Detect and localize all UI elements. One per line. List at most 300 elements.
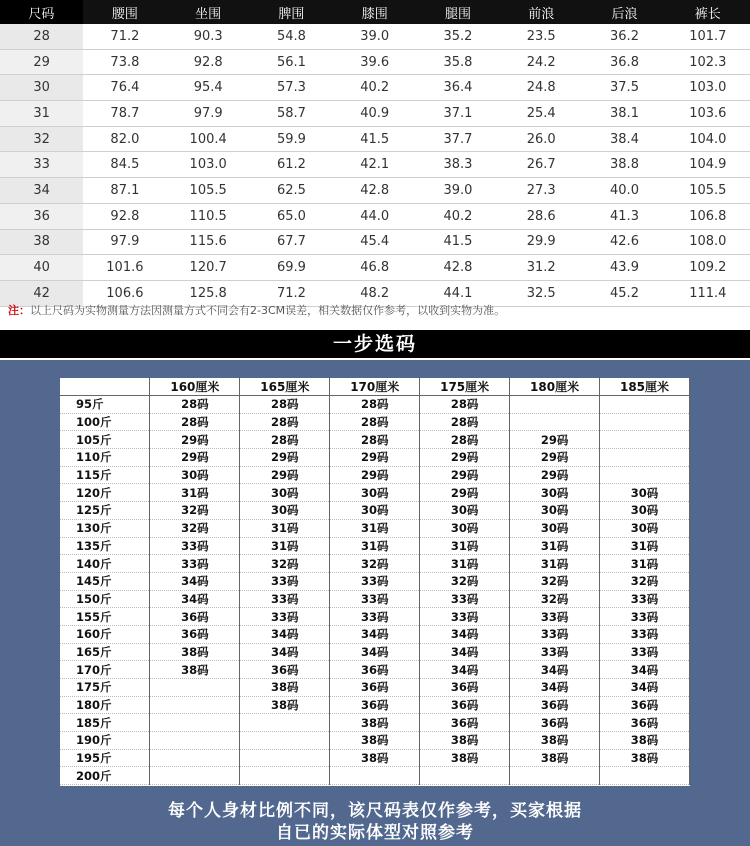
size-recommendation bbox=[150, 732, 240, 750]
size-recommendation bbox=[420, 767, 510, 785]
weight-label: 165斤 bbox=[60, 643, 150, 661]
size-recommendation bbox=[600, 396, 690, 414]
measurement-cell: 43.9 bbox=[583, 255, 666, 281]
size-recommendation: 38码 bbox=[240, 679, 330, 697]
measurement-cell: 38.3 bbox=[416, 152, 499, 178]
measurement-cell: 35.2 bbox=[416, 24, 499, 49]
size-cell: 36 bbox=[0, 203, 83, 229]
size-recommendation: 28码 bbox=[330, 413, 420, 431]
size-recommendation: 36码 bbox=[600, 696, 690, 714]
measurement-cell: 41.3 bbox=[583, 203, 666, 229]
size-cell: 32 bbox=[0, 126, 83, 152]
measurement-cell: 57.3 bbox=[250, 75, 333, 101]
measurement-cell: 92.8 bbox=[167, 49, 250, 75]
measurement-cell: 90.3 bbox=[167, 24, 250, 49]
measurement-cell: 41.5 bbox=[333, 126, 416, 152]
size-recommendation bbox=[150, 696, 240, 714]
weight-label: 140斤 bbox=[60, 555, 150, 573]
size-recommendation: 36码 bbox=[330, 661, 420, 679]
measurement-cell: 29.9 bbox=[500, 229, 583, 255]
weight-label: 110斤 bbox=[60, 449, 150, 467]
measurement-cell: 61.2 bbox=[250, 152, 333, 178]
weight-row bbox=[60, 696, 690, 714]
size-recommendation: 33码 bbox=[330, 572, 420, 590]
size-cell: 33 bbox=[0, 152, 83, 178]
measurement-row bbox=[0, 126, 750, 152]
size-recommendation: 28码 bbox=[240, 431, 330, 449]
weight-label: 120斤 bbox=[60, 484, 150, 502]
column-header: 前浪 bbox=[500, 0, 583, 24]
size-recommendation bbox=[150, 679, 240, 697]
weight-row bbox=[60, 643, 690, 661]
measurement-cell: 44.1 bbox=[416, 280, 499, 306]
size-recommendation: 29码 bbox=[240, 449, 330, 467]
column-header: 裤长 bbox=[666, 0, 749, 24]
size-recommendation: 34码 bbox=[240, 625, 330, 643]
size-recommendation bbox=[510, 396, 600, 414]
measurement-cell: 104.0 bbox=[666, 126, 749, 152]
measurement-cell: 45.2 bbox=[583, 280, 666, 306]
size-recommendation: 36码 bbox=[150, 625, 240, 643]
height-header: 170厘米 bbox=[330, 378, 420, 396]
size-recommendation bbox=[600, 431, 690, 449]
size-picker-grid bbox=[60, 378, 690, 786]
weight-label: 125斤 bbox=[60, 502, 150, 520]
size-recommendation: 36码 bbox=[330, 679, 420, 697]
measurement-cell: 67.7 bbox=[250, 229, 333, 255]
size-recommendation: 30码 bbox=[600, 502, 690, 520]
note-prefix: 注： bbox=[8, 304, 30, 317]
size-recommendation: 32码 bbox=[510, 572, 600, 590]
measurement-cell: 104.9 bbox=[666, 152, 749, 178]
measurement-cell: 38.8 bbox=[583, 152, 666, 178]
size-recommendation: 30码 bbox=[600, 519, 690, 537]
size-recommendation: 38码 bbox=[240, 696, 330, 714]
size-recommendation: 34码 bbox=[330, 625, 420, 643]
size-recommendation: 36码 bbox=[420, 696, 510, 714]
footer-line-2: 自已的实际体型对照参考 bbox=[276, 823, 474, 843]
measurement-cell: 76.4 bbox=[83, 75, 166, 101]
weight-label: 130斤 bbox=[60, 519, 150, 537]
measurement-cell: 105.5 bbox=[666, 178, 749, 204]
size-recommendation: 33码 bbox=[240, 590, 330, 608]
measurement-cell: 102.3 bbox=[666, 49, 749, 75]
measurement-cell: 73.8 bbox=[83, 49, 166, 75]
size-recommendation: 34码 bbox=[420, 643, 510, 661]
measurement-cell: 82.0 bbox=[83, 126, 166, 152]
size-recommendation: 31码 bbox=[420, 555, 510, 573]
size-recommendation: 33码 bbox=[240, 608, 330, 626]
measurement-cell: 54.8 bbox=[250, 24, 333, 49]
weight-row bbox=[60, 608, 690, 626]
weight-label: 115斤 bbox=[60, 466, 150, 484]
size-recommendation: 33码 bbox=[600, 608, 690, 626]
measurement-table-body bbox=[0, 24, 750, 306]
size-recommendation: 30码 bbox=[330, 484, 420, 502]
size-recommendation: 33码 bbox=[330, 608, 420, 626]
weight-row bbox=[60, 519, 690, 537]
weight-label: 185斤 bbox=[60, 714, 150, 732]
measurement-cell: 28.6 bbox=[500, 203, 583, 229]
measurement-cell: 42.1 bbox=[333, 152, 416, 178]
measurement-row bbox=[0, 203, 750, 229]
size-recommendation: 28码 bbox=[240, 396, 330, 414]
size-recommendation bbox=[600, 767, 690, 785]
size-recommendation: 32码 bbox=[420, 572, 510, 590]
size-recommendation: 29码 bbox=[420, 484, 510, 502]
size-recommendation: 28码 bbox=[150, 413, 240, 431]
size-recommendation: 34码 bbox=[150, 590, 240, 608]
size-recommendation: 38码 bbox=[600, 749, 690, 767]
size-recommendation: 38码 bbox=[330, 732, 420, 750]
size-recommendation: 30码 bbox=[510, 519, 600, 537]
size-recommendation: 28码 bbox=[420, 396, 510, 414]
size-recommendation: 32码 bbox=[330, 555, 420, 573]
size-recommendation bbox=[150, 714, 240, 732]
column-header: 后浪 bbox=[583, 0, 666, 24]
size-recommendation: 31码 bbox=[600, 537, 690, 555]
measurement-cell: 38.1 bbox=[583, 101, 666, 127]
measurement-row bbox=[0, 101, 750, 127]
column-header: 膝围 bbox=[333, 0, 416, 24]
measurement-cell: 25.4 bbox=[500, 101, 583, 127]
size-recommendation bbox=[510, 413, 600, 431]
size-recommendation: 32码 bbox=[600, 572, 690, 590]
measurement-cell: 69.9 bbox=[250, 255, 333, 281]
measurement-cell: 24.2 bbox=[500, 49, 583, 75]
weight-row bbox=[60, 413, 690, 431]
weight-row bbox=[60, 679, 690, 697]
measurement-row bbox=[0, 49, 750, 75]
measurement-cell: 36.2 bbox=[583, 24, 666, 49]
measurement-cell: 40.9 bbox=[333, 101, 416, 127]
size-cell: 31 bbox=[0, 101, 83, 127]
weight-label: 155斤 bbox=[60, 608, 150, 626]
size-recommendation: 29码 bbox=[420, 466, 510, 484]
size-recommendation: 33码 bbox=[420, 590, 510, 608]
measurement-cell: 87.1 bbox=[83, 178, 166, 204]
height-header: 180厘米 bbox=[510, 378, 600, 396]
measurement-cell: 36.4 bbox=[416, 75, 499, 101]
measurement-row bbox=[0, 152, 750, 178]
weight-label: 95斤 bbox=[60, 396, 150, 414]
size-recommendation: 33码 bbox=[240, 572, 330, 590]
size-recommendation: 34码 bbox=[600, 661, 690, 679]
measurement-cell: 105.5 bbox=[167, 178, 250, 204]
weight-label: 150斤 bbox=[60, 590, 150, 608]
measurement-cell: 65.0 bbox=[250, 203, 333, 229]
size-recommendation: 29码 bbox=[150, 431, 240, 449]
measurement-cell: 39.6 bbox=[333, 49, 416, 75]
size-recommendation: 31码 bbox=[240, 519, 330, 537]
weight-row bbox=[60, 431, 690, 449]
weight-label: 195斤 bbox=[60, 749, 150, 767]
size-recommendation: 29码 bbox=[510, 431, 600, 449]
measurement-cell: 71.2 bbox=[83, 24, 166, 49]
measurement-cell: 106.8 bbox=[666, 203, 749, 229]
banner-title: 一步选码 bbox=[332, 333, 417, 355]
size-recommendation: 38码 bbox=[510, 749, 600, 767]
size-cell: 42 bbox=[0, 280, 83, 306]
size-recommendation: 33码 bbox=[150, 537, 240, 555]
measurement-cell: 100.4 bbox=[167, 126, 250, 152]
size-recommendation: 28码 bbox=[240, 413, 330, 431]
measurement-cell: 97.9 bbox=[83, 229, 166, 255]
size-recommendation: 28码 bbox=[420, 413, 510, 431]
size-recommendation: 30码 bbox=[150, 466, 240, 484]
weight-row bbox=[60, 555, 690, 573]
measurement-table-header bbox=[0, 0, 750, 24]
size-recommendation bbox=[330, 767, 420, 785]
measurement-cell: 32.5 bbox=[500, 280, 583, 306]
size-recommendation: 34码 bbox=[420, 625, 510, 643]
weight-rows bbox=[60, 396, 690, 785]
measurement-cell: 95.4 bbox=[167, 75, 250, 101]
size-recommendation: 31码 bbox=[330, 537, 420, 555]
measurement-cell: 39.0 bbox=[416, 178, 499, 204]
measurement-cell: 27.3 bbox=[500, 178, 583, 204]
measurement-cell: 36.8 bbox=[583, 49, 666, 75]
measurement-cell: 71.2 bbox=[250, 280, 333, 306]
measurement-cell: 103.0 bbox=[167, 152, 250, 178]
height-header: 160厘米 bbox=[150, 378, 240, 396]
size-recommendation bbox=[600, 466, 690, 484]
size-cell: 34 bbox=[0, 178, 83, 204]
size-recommendation: 36码 bbox=[240, 661, 330, 679]
measurement-cell: 103.6 bbox=[666, 101, 749, 127]
size-recommendation: 30码 bbox=[420, 519, 510, 537]
size-recommendation: 33码 bbox=[600, 590, 690, 608]
size-recommendation: 32码 bbox=[510, 590, 600, 608]
measurement-cell: 39.0 bbox=[333, 24, 416, 49]
column-header: 脾围 bbox=[250, 0, 333, 24]
size-recommendation: 31码 bbox=[420, 537, 510, 555]
weight-row bbox=[60, 749, 690, 767]
size-recommendation: 34码 bbox=[240, 643, 330, 661]
size-recommendation: 33码 bbox=[600, 643, 690, 661]
size-recommendation: 28码 bbox=[420, 431, 510, 449]
column-header: 腰围 bbox=[83, 0, 166, 24]
size-recommendation: 33码 bbox=[600, 625, 690, 643]
weight-row bbox=[60, 396, 690, 414]
weight-row bbox=[60, 767, 690, 785]
measurement-row bbox=[0, 255, 750, 281]
size-recommendation: 38码 bbox=[420, 732, 510, 750]
size-recommendation: 36码 bbox=[420, 679, 510, 697]
size-recommendation: 38码 bbox=[420, 749, 510, 767]
size-cell: 29 bbox=[0, 49, 83, 75]
size-recommendation bbox=[240, 749, 330, 767]
column-header: 尺码 bbox=[0, 0, 83, 24]
measurement-cell: 92.8 bbox=[83, 203, 166, 229]
size-recommendation: 34码 bbox=[150, 572, 240, 590]
size-cell: 28 bbox=[0, 24, 83, 49]
height-header: 175厘米 bbox=[420, 378, 510, 396]
size-recommendation: 36码 bbox=[150, 608, 240, 626]
size-recommendation: 29码 bbox=[240, 466, 330, 484]
weight-label: 105斤 bbox=[60, 431, 150, 449]
column-header: 腿围 bbox=[416, 0, 499, 24]
size-recommendation: 30码 bbox=[510, 502, 600, 520]
measurement-cell: 46.8 bbox=[333, 255, 416, 281]
measurement-cell: 120.7 bbox=[167, 255, 250, 281]
measurement-cell: 59.9 bbox=[250, 126, 333, 152]
measurement-row bbox=[0, 178, 750, 204]
weight-row bbox=[60, 732, 690, 750]
size-recommendation: 34码 bbox=[510, 679, 600, 697]
weight-row bbox=[60, 590, 690, 608]
size-recommendation: 30码 bbox=[240, 484, 330, 502]
measurement-cell: 35.8 bbox=[416, 49, 499, 75]
size-recommendation: 38码 bbox=[330, 749, 420, 767]
measurement-cell: 97.9 bbox=[167, 101, 250, 127]
measurement-cell: 44.0 bbox=[333, 203, 416, 229]
measurement-cell: 37.5 bbox=[583, 75, 666, 101]
measurement-cell: 110.5 bbox=[167, 203, 250, 229]
size-picker-table bbox=[60, 378, 690, 785]
size-recommendation: 30码 bbox=[240, 502, 330, 520]
size-recommendation: 31码 bbox=[600, 555, 690, 573]
measurement-note bbox=[8, 302, 505, 318]
measurement-cell: 37.1 bbox=[416, 101, 499, 127]
weight-label: 175斤 bbox=[60, 679, 150, 697]
weight-label: 200斤 bbox=[60, 767, 150, 785]
weight-row bbox=[60, 714, 690, 732]
measurement-cell: 42.8 bbox=[333, 178, 416, 204]
size-recommendation: 30码 bbox=[600, 484, 690, 502]
measurement-cell: 106.6 bbox=[83, 280, 166, 306]
size-recommendation: 33码 bbox=[510, 608, 600, 626]
size-recommendation bbox=[150, 749, 240, 767]
measurement-cell: 103.0 bbox=[666, 75, 749, 101]
size-picker-panel bbox=[0, 360, 750, 846]
weight-row bbox=[60, 661, 690, 679]
measurement-cell: 40.2 bbox=[333, 75, 416, 101]
measurement-table bbox=[0, 0, 750, 307]
size-recommendation: 29码 bbox=[510, 466, 600, 484]
measurement-cell: 40.2 bbox=[416, 203, 499, 229]
measurement-cell: 42.8 bbox=[416, 255, 499, 281]
measurement-cell: 23.5 bbox=[500, 24, 583, 49]
weight-row bbox=[60, 502, 690, 520]
measurement-cell: 111.4 bbox=[666, 280, 749, 306]
size-recommendation: 38码 bbox=[510, 732, 600, 750]
measurement-cell: 62.5 bbox=[250, 178, 333, 204]
column-header: 坐围 bbox=[167, 0, 250, 24]
size-recommendation: 34码 bbox=[510, 661, 600, 679]
size-recommendation: 33码 bbox=[420, 608, 510, 626]
measurement-cell: 40.0 bbox=[583, 178, 666, 204]
size-recommendation bbox=[240, 732, 330, 750]
measurement-cell: 24.8 bbox=[500, 75, 583, 101]
size-recommendation: 36码 bbox=[420, 714, 510, 732]
size-recommendation: 29码 bbox=[420, 449, 510, 467]
weight-label: 170斤 bbox=[60, 661, 150, 679]
weight-row bbox=[60, 572, 690, 590]
measurement-cell: 41.5 bbox=[416, 229, 499, 255]
size-recommendation: 33码 bbox=[330, 590, 420, 608]
measurement-cell: 42.6 bbox=[583, 229, 666, 255]
weight-row bbox=[60, 449, 690, 467]
footer-line-1: 每个人身材比例不同，该尺码表仅作参考，买家根据 bbox=[168, 801, 582, 821]
size-recommendation bbox=[510, 767, 600, 785]
weight-row bbox=[60, 625, 690, 643]
size-cell: 40 bbox=[0, 255, 83, 281]
measurement-cell: 101.6 bbox=[83, 255, 166, 281]
measurement-cell: 84.5 bbox=[83, 152, 166, 178]
measurement-cell: 48.2 bbox=[333, 280, 416, 306]
weight-label: 180斤 bbox=[60, 696, 150, 714]
weight-label: 100斤 bbox=[60, 413, 150, 431]
measurement-row bbox=[0, 75, 750, 101]
height-header: 165厘米 bbox=[240, 378, 330, 396]
note-text: 以上尺码为实物测量方法因测量方式不同会有2-3CM误差，相关数据仅作参考，以收到实物为准。 bbox=[30, 304, 506, 317]
size-recommendation: 29码 bbox=[510, 449, 600, 467]
size-recommendation: 34码 bbox=[420, 661, 510, 679]
size-recommendation: 31码 bbox=[150, 484, 240, 502]
size-recommendation: 32码 bbox=[240, 555, 330, 573]
size-recommendation bbox=[240, 767, 330, 785]
section-banner bbox=[0, 330, 750, 358]
weight-row bbox=[60, 484, 690, 502]
size-recommendation: 32码 bbox=[150, 502, 240, 520]
size-recommendation: 29码 bbox=[150, 449, 240, 467]
size-recommendation: 36码 bbox=[510, 714, 600, 732]
corner-cell bbox=[60, 378, 150, 396]
size-recommendation: 29码 bbox=[330, 449, 420, 467]
size-recommendation: 28码 bbox=[330, 396, 420, 414]
weight-row bbox=[60, 466, 690, 484]
size-recommendation: 33码 bbox=[510, 625, 600, 643]
height-header-row bbox=[60, 378, 690, 396]
size-recommendation: 33码 bbox=[150, 555, 240, 573]
weight-label: 145斤 bbox=[60, 572, 150, 590]
measurement-cell: 109.2 bbox=[666, 255, 749, 281]
measurement-cell: 78.7 bbox=[83, 101, 166, 127]
measurement-cell: 38.4 bbox=[583, 126, 666, 152]
size-recommendation bbox=[150, 767, 240, 785]
measurement-cell: 37.7 bbox=[416, 126, 499, 152]
size-cell: 38 bbox=[0, 229, 83, 255]
size-recommendation bbox=[240, 714, 330, 732]
measurement-row bbox=[0, 24, 750, 49]
size-recommendation: 28码 bbox=[330, 431, 420, 449]
size-recommendation: 31码 bbox=[330, 519, 420, 537]
size-recommendation: 38码 bbox=[330, 714, 420, 732]
size-recommendation: 30码 bbox=[420, 502, 510, 520]
measurement-cell: 56.1 bbox=[250, 49, 333, 75]
size-recommendation: 31码 bbox=[510, 555, 600, 573]
size-recommendation: 31码 bbox=[510, 537, 600, 555]
size-recommendation bbox=[600, 413, 690, 431]
measurement-cell: 115.6 bbox=[167, 229, 250, 255]
size-recommendation: 32码 bbox=[150, 519, 240, 537]
size-recommendation: 31码 bbox=[240, 537, 330, 555]
measurement-cell: 31.2 bbox=[500, 255, 583, 281]
size-recommendation: 36码 bbox=[330, 696, 420, 714]
size-recommendation: 33码 bbox=[510, 643, 600, 661]
size-recommendation: 38码 bbox=[600, 732, 690, 750]
weight-label: 190斤 bbox=[60, 732, 150, 750]
weight-label: 135斤 bbox=[60, 537, 150, 555]
size-recommendation: 30码 bbox=[330, 502, 420, 520]
measurement-cell: 108.0 bbox=[666, 229, 749, 255]
size-recommendation: 36码 bbox=[600, 714, 690, 732]
height-header: 185厘米 bbox=[600, 378, 690, 396]
size-recommendation: 30码 bbox=[510, 484, 600, 502]
size-recommendation: 28码 bbox=[150, 396, 240, 414]
weight-label: 160斤 bbox=[60, 625, 150, 643]
